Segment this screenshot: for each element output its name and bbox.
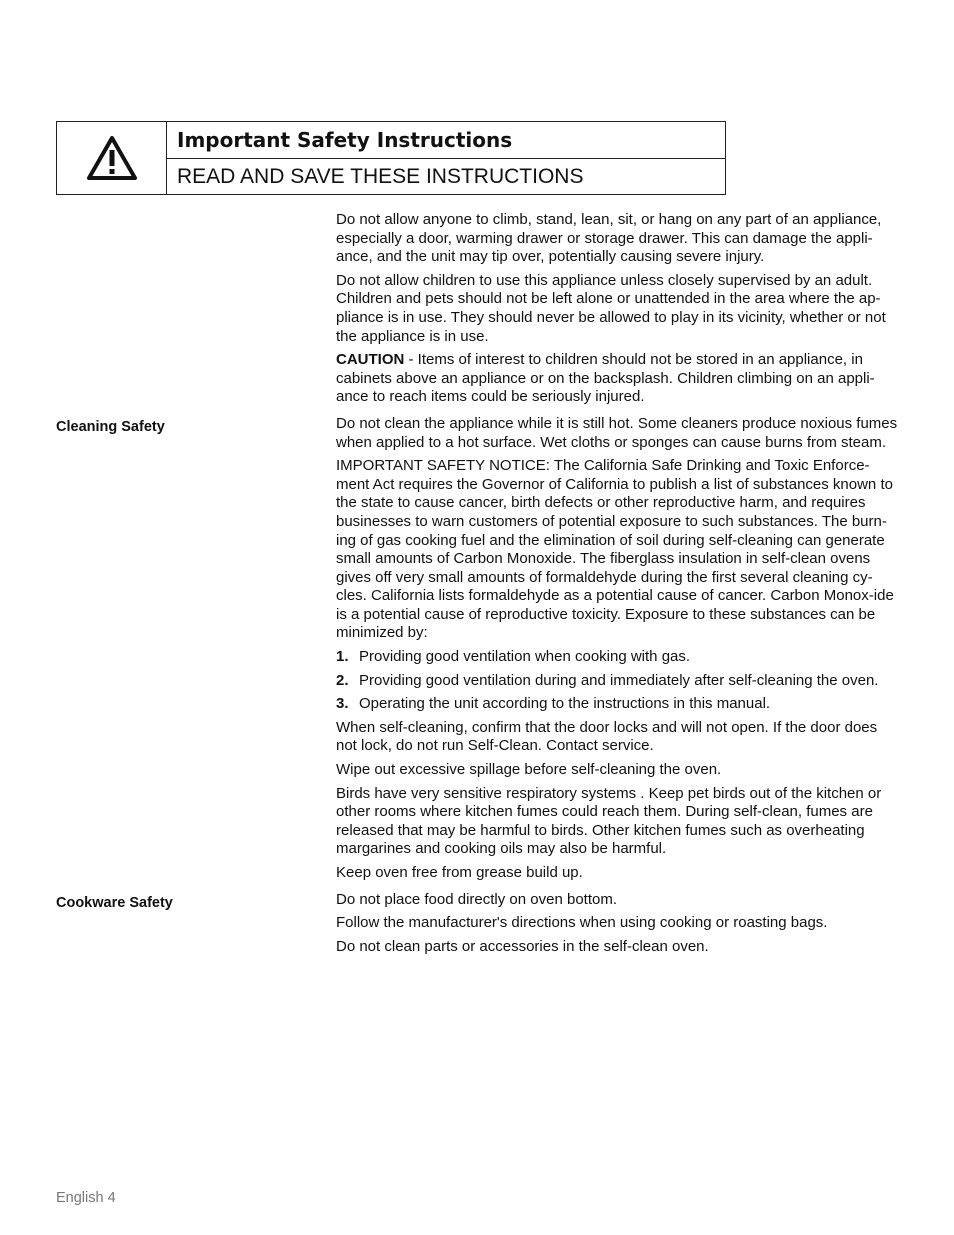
warning-icon-cell [57,122,167,194]
paragraph: Do not allow anyone to climb, stand, lean, sit, or hang on any part of an appliance, especially a door, warming drawer or storage drawer. This can damage the appli-ance, and the unit may tip over, potentially causing severe injury. [336,211,882,266]
paragraph: Do not clean the appliance while it is still hot. Some cleaners produce noxious fumes when applied to a hot surface. Wet cloths or sponges can cause burns from steam. [336,414,898,451]
general-safety-section [0,211,954,407]
paragraph: Keep oven free from grease build up. [336,864,583,881]
paragraph: Wipe out excessive spillage before self-cleaning the oven. [336,761,722,779]
warning-triangle-icon [86,135,138,181]
caution-label: CAUTION [336,351,405,369]
paragraph: Do not clean parts or accessories in the self-clean oven. [336,937,709,955]
cleaning-safety-section [0,415,954,883]
paragraph: Do not allow children to use this appliance unless closely supervised by an adult. Children and pets should not be left alone or unattended in the area where the ap-pliance is in use. They should never be allowed to play in its vicinity, whether or not the appliance is in use. [336,271,886,345]
list-item: 1. Providing good ventilation when cooking with gas. [336,648,691,666]
page-title: Important Safety Instructions [167,122,725,159]
list-item: 3. Operating the unit according to the instructions in this manual. [336,695,771,713]
caution-text: - Items of interest to children should not be stored in an appliance, in cabinets above an appliance or on the backsplash. Children climbing on an appli-ance to reach items could be seriously injured. [336,351,875,406]
page-subtitle: READ AND SAVE THESE INSTRUCTIONS [177,164,584,188]
page-number-footer: English 4 [56,1190,116,1206]
paragraph: Do not place food directly on oven bottom. [336,890,618,908]
header-title-column [167,122,725,194]
paragraph: IMPORTANT SAFETY NOTICE: The California Safe Drinking and Toxic Enforce-ment Act requires the Governor of California to publish a list of substances known to the state to cause cancer, birth defects or other reproductive harm, and requires businesses to warn customers of potential exposure to such substances. The burn-ing of gas cooking fuel and the elimination of soil during self-cleaning can generate small amounts of Carbon Monoxide. The fiberglass insulation in self-clean ovens gives off very small amounts of formaldehyde during the first several cleaning cy-cles. California lists formaldehyde as a potential cause of cancer. Carbon Monox-ide is a potential cause of reproductive toxicity. Exposure to these substances can be minimized by: [336,457,894,642]
paragraph: Follow the manufacturer's directions when using cooking or roasting bags. [336,914,828,932]
cookware-safety-section [0,891,954,957]
document-content [0,211,954,961]
paragraph: Birds have very sensitive respiratory systems . Keep pet birds out of the kitchen or other rooms where kitchen fumes could reach them. During self-clean, fumes are released that may be harmful to birds. Other kitchen fumes such as overheating margarines and cooking oils may also be harmful. [336,784,882,858]
paragraph: When self-cleaning, confirm that the door locks and will not open. If the door does not lock, do not run Self-Clean. Contact service. [336,718,878,755]
safety-header-box [56,121,726,195]
list-item: 2. Providing good ventilation during and immediately after self-cleaning the oven. [336,671,879,689]
caution-paragraph [336,351,900,407]
section-label-cookware: Cookware Safety [56,894,173,911]
section-label-cleaning: Cleaning Safety [56,418,165,435]
